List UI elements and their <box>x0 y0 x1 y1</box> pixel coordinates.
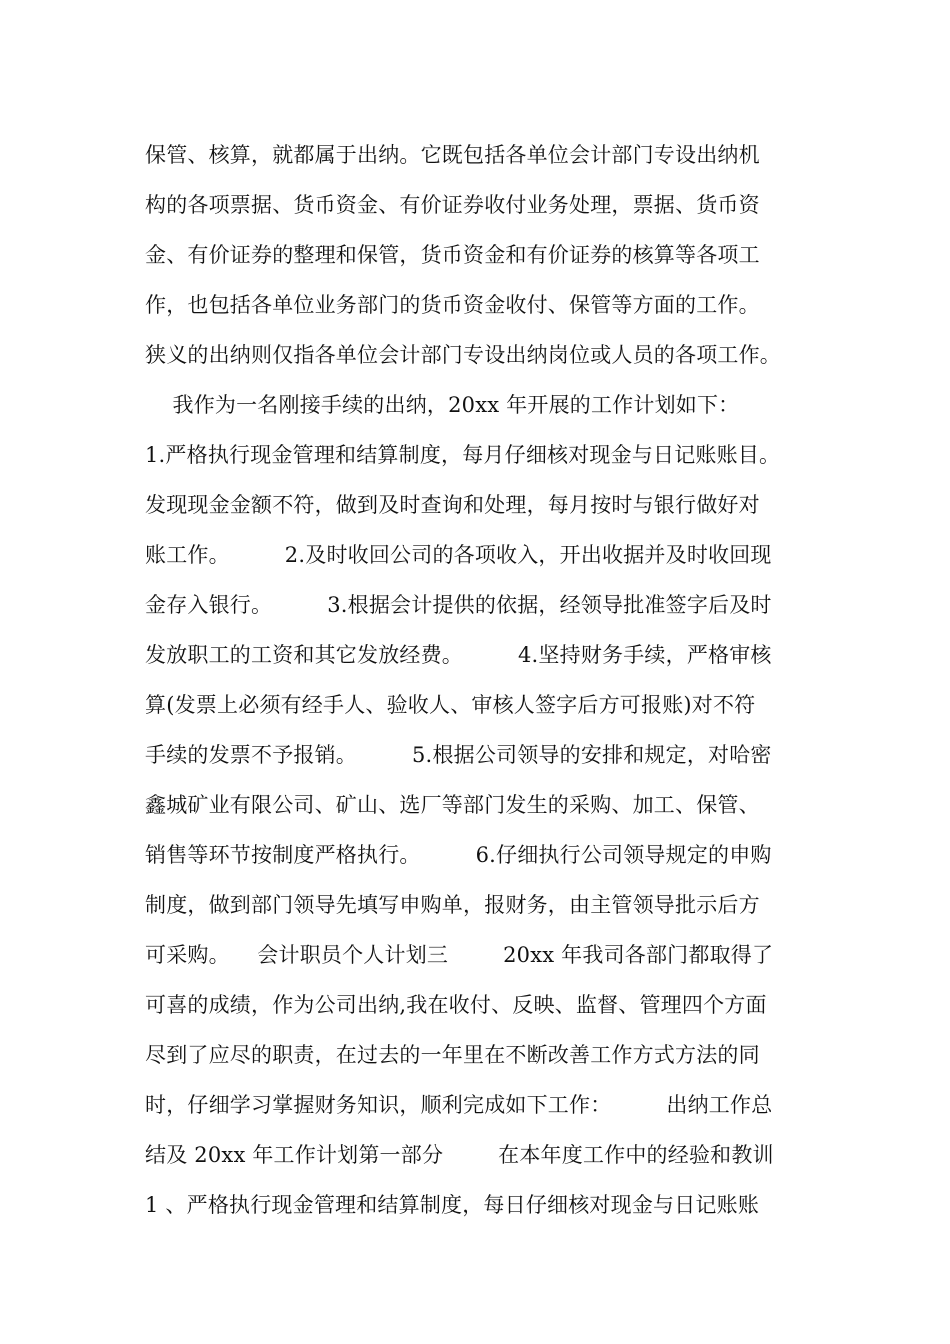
text-line: 结及 20xx 年工作计划第一部分 在本年度工作中的经验和教训 <box>145 1143 774 1167</box>
text-line: 保管、核算，就都属于出纳。它既包括各单位会计部门专设出纳机 <box>145 143 760 167</box>
text-line: 账工作。 2.及时收回公司的各项收入，开出收据并及时收回现 <box>145 543 772 567</box>
text-line: 可采购。 会计职员个人计划三 20xx 年我司各部门都取得了 <box>145 943 774 967</box>
text-line: 手续的发票不予报销。 5.根据公司领导的安排和规定，对哈密 <box>145 743 772 767</box>
text-line: 狭义的出纳则仅指各单位会计部门专设出纳岗位或人员的各项工作。 <box>145 343 781 367</box>
text-line: 时，仔细学习掌握财务知识，顺利完成如下工作： 出纳工作总 <box>145 1093 773 1117</box>
text-line: 作，也包括各单位业务部门的货币资金收付、保管等方面的工作。 <box>145 293 760 317</box>
text-line: 构的各项票据、货币资金、有价证券收付业务处理，票据、货币资 <box>145 193 760 217</box>
text-line: 发现现金金额不符，做到及时查询和处理，每月按时与银行做好对 <box>145 493 760 517</box>
text-line: 鑫城矿业有限公司、矿山、选厂等部门发生的采购、加工、保管、 <box>145 793 760 817</box>
text-line: 制度，做到部门领导先填写申购单，报财务，由主管领导批示后方 <box>145 893 760 917</box>
text-line: 1 、严格执行现金管理和结算制度，每日仔细核对现金与日记账账 <box>145 1193 760 1217</box>
body-text <box>145 130 825 1230</box>
text-line: 尽到了应尽的职责，在过去的一年里在不断改善工作方式方法的同 <box>145 1043 760 1067</box>
text-line: 销售等环节按制度严格执行。 6.仔细执行公司领导规定的申购 <box>145 843 772 867</box>
text-line: 算(发票上必须有经手人、验收人、审核人签字后方可报账)对不符 <box>145 693 756 717</box>
text-line: 发放职工的工资和其它发放经费。 4.坚持财务手续，严格审核 <box>145 643 772 667</box>
text-line: 1.严格执行现金管理和结算制度，每月仔细核对现金与日记账账目。 <box>145 443 781 467</box>
text-line: 金存入银行。 3.根据会计提供的依据，经领导批准签字后及时 <box>145 593 772 617</box>
text-line: 我作为一名刚接手续的出纳，20xx 年开展的工作计划如下： <box>145 393 740 417</box>
text-line: 金、有价证券的整理和保管，货币资金和有价证券的核算等各项工 <box>145 243 760 267</box>
text-line: 可喜的成绩，作为公司出纳,我在收付、反映、监督、管理四个方面 <box>145 993 767 1017</box>
